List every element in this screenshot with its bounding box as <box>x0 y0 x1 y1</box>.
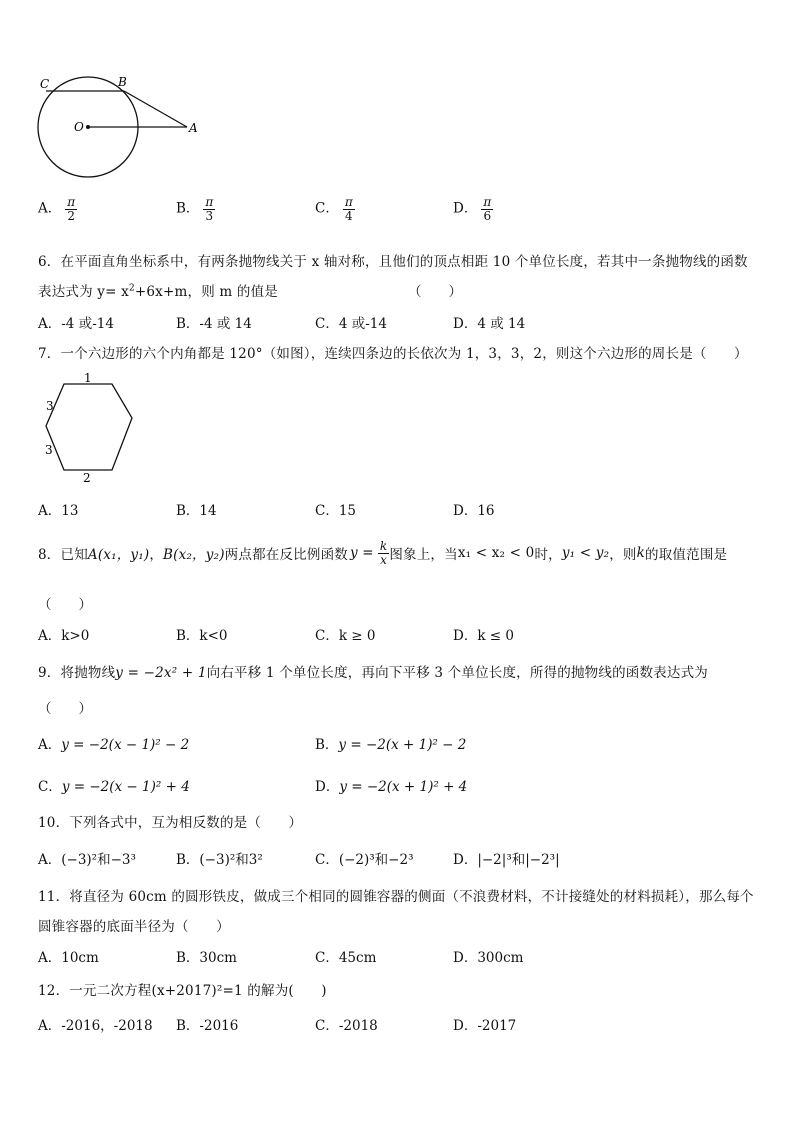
q9-function: y = −2x² + 1 <box>115 665 207 681</box>
center-dot <box>86 125 90 129</box>
q10-text: 10．下列各式中，互为相反数的是（ ） <box>38 815 303 831</box>
q8-text: 8．已知 A(x₁，y₁) ， B(x₂，y₂) 两点都在反比例函数 y = $\frac{k}{x}$ 图象上，当 x₁ < x₂ < 0 时， y₁ < y₂ ，则 k 的取值范围是 <box>38 539 728 567</box>
q8-option-c[interactable]: C．k ≥ 0 <box>315 628 376 644</box>
q8-answer-paren[interactable]: （ ） <box>38 597 92 613</box>
q6-option-d[interactable]: D．4 或 14 <box>453 316 526 332</box>
q12-option-b[interactable]: B．-2016 <box>176 1018 239 1034</box>
q7-option-c[interactable]: C．15 <box>315 503 357 519</box>
q9-option-d[interactable]: D．y = −2(x + 1)² + 4 <box>315 779 468 795</box>
hexagon-figure <box>38 370 134 484</box>
q9-option-c[interactable]: C．y = −2(x − 1)² + 4 <box>38 779 190 795</box>
q5-option-b[interactable]: B． $\frac{\pi}{3}$ <box>176 195 214 223</box>
q12-option-c[interactable]: C．-2018 <box>315 1018 378 1034</box>
point-a: A(x₁，y₁) <box>87 547 150 564</box>
q6-option-b[interactable]: B．-4 或 14 <box>176 316 252 332</box>
q10-option-a[interactable]: A．(−3)²和−3³ <box>38 852 136 868</box>
q10-option-d[interactable]: D．|−2|³和|−2³| <box>453 852 560 868</box>
q7-option-a[interactable]: A．13 <box>38 503 79 519</box>
fraction: $\frac{\pi}{4}$ <box>344 195 353 223</box>
q6-option-c[interactable]: C．4 或-14 <box>315 316 387 332</box>
q5-option-d[interactable]: D． $\frac{\pi}{6}$ <box>453 195 492 223</box>
q10-option-c[interactable]: C．(−2)³和−2³ <box>315 852 414 868</box>
q9-option-a[interactable]: A．y = −2(x − 1)² − 2 <box>38 737 190 753</box>
fraction-k-over-x: $\frac{k}{x}$ <box>379 539 388 567</box>
hexagon-shape <box>46 384 132 470</box>
q11-line2: 圆锥容器的底面半径为（ ） <box>38 919 230 935</box>
label-c: C <box>40 77 50 91</box>
label-o: O <box>74 120 84 134</box>
point-b: B(x₂，y₂) <box>163 547 225 564</box>
q11-option-a[interactable]: A．10cm <box>38 950 99 966</box>
q8-option-b[interactable]: B．k<0 <box>176 628 228 644</box>
q6-answer-paren[interactable]: （ ） <box>408 284 462 300</box>
q11-option-c[interactable]: C．45cm <box>315 950 377 966</box>
circle-figure <box>36 74 201 180</box>
q8-option-d[interactable]: D．k ≤ 0 <box>453 628 514 644</box>
label-a: A <box>189 121 198 135</box>
hexagon-label-upper-left: 3 <box>46 399 54 413</box>
q11-option-b[interactable]: B．30cm <box>176 950 237 966</box>
q11-line1: 11．将直径为 60cm 的圆形铁皮，做成三个相同的圆锥容器的侧面（不浪费材料，不计接缝处的材料损耗），那么每个 <box>38 889 754 905</box>
fraction: $\frac{\pi}{6}$ <box>483 195 492 223</box>
q9-option-b[interactable]: B．y = −2(x + 1)² − 2 <box>315 737 467 753</box>
q9-text: 9．将抛物线y = −2x² + 1向右平移 1 个单位长度，再向下平移 3 个单位长度，所得的抛物线的函数表达式为 <box>38 665 708 681</box>
line-ba <box>124 91 187 127</box>
hexagon-label-lower-left: 3 <box>45 443 53 457</box>
q6-line1: 6．在平面直角坐标系中，有两条抛物线关于 x 轴对称，且他们的顶点相距 10 个单位长度，若其中一条抛物线的函数 <box>38 254 748 270</box>
q12-text: 12．一元二次方程(x+2017)²=1 的解为( ) <box>38 983 327 999</box>
q7-option-d[interactable]: D．16 <box>453 503 495 519</box>
fraction: $\frac{\pi}{3}$ <box>205 195 214 223</box>
q5-option-c[interactable]: C． $\frac{\pi}{4}$ <box>315 195 353 223</box>
q6-option-a[interactable]: A．-4 或-14 <box>38 316 114 332</box>
hexagon-label-bottom: 2 <box>83 471 91 484</box>
q8-option-a[interactable]: A．k>0 <box>38 628 90 644</box>
q9-answer-paren[interactable]: （ ） <box>38 701 92 717</box>
label-b: B <box>118 75 127 89</box>
q12-option-d[interactable]: D．-2017 <box>453 1018 517 1034</box>
q10-option-b[interactable]: B．(−3)²和3² <box>176 852 263 868</box>
q6-line2: 表达式为 $y= x^2+6x+m$，则 m 的值是 <box>38 283 278 300</box>
q7-option-b[interactable]: B．14 <box>176 503 217 519</box>
q7-text: 7．一个六边形的六个内角都是 120°（如图），连续四条边的长依次为 1，3，3，2，则这个六边形的周长是（ ） <box>38 346 748 362</box>
q11-option-d[interactable]: D．300cm <box>453 950 524 966</box>
fraction: $\frac{\pi}{2}$ <box>67 195 76 223</box>
q5-option-a[interactable]: A． $\frac{\pi}{2}$ <box>38 195 76 223</box>
hexagon-label-top: 1 <box>84 371 92 385</box>
q12-option-a[interactable]: A．-2016，-2018 <box>38 1018 153 1034</box>
